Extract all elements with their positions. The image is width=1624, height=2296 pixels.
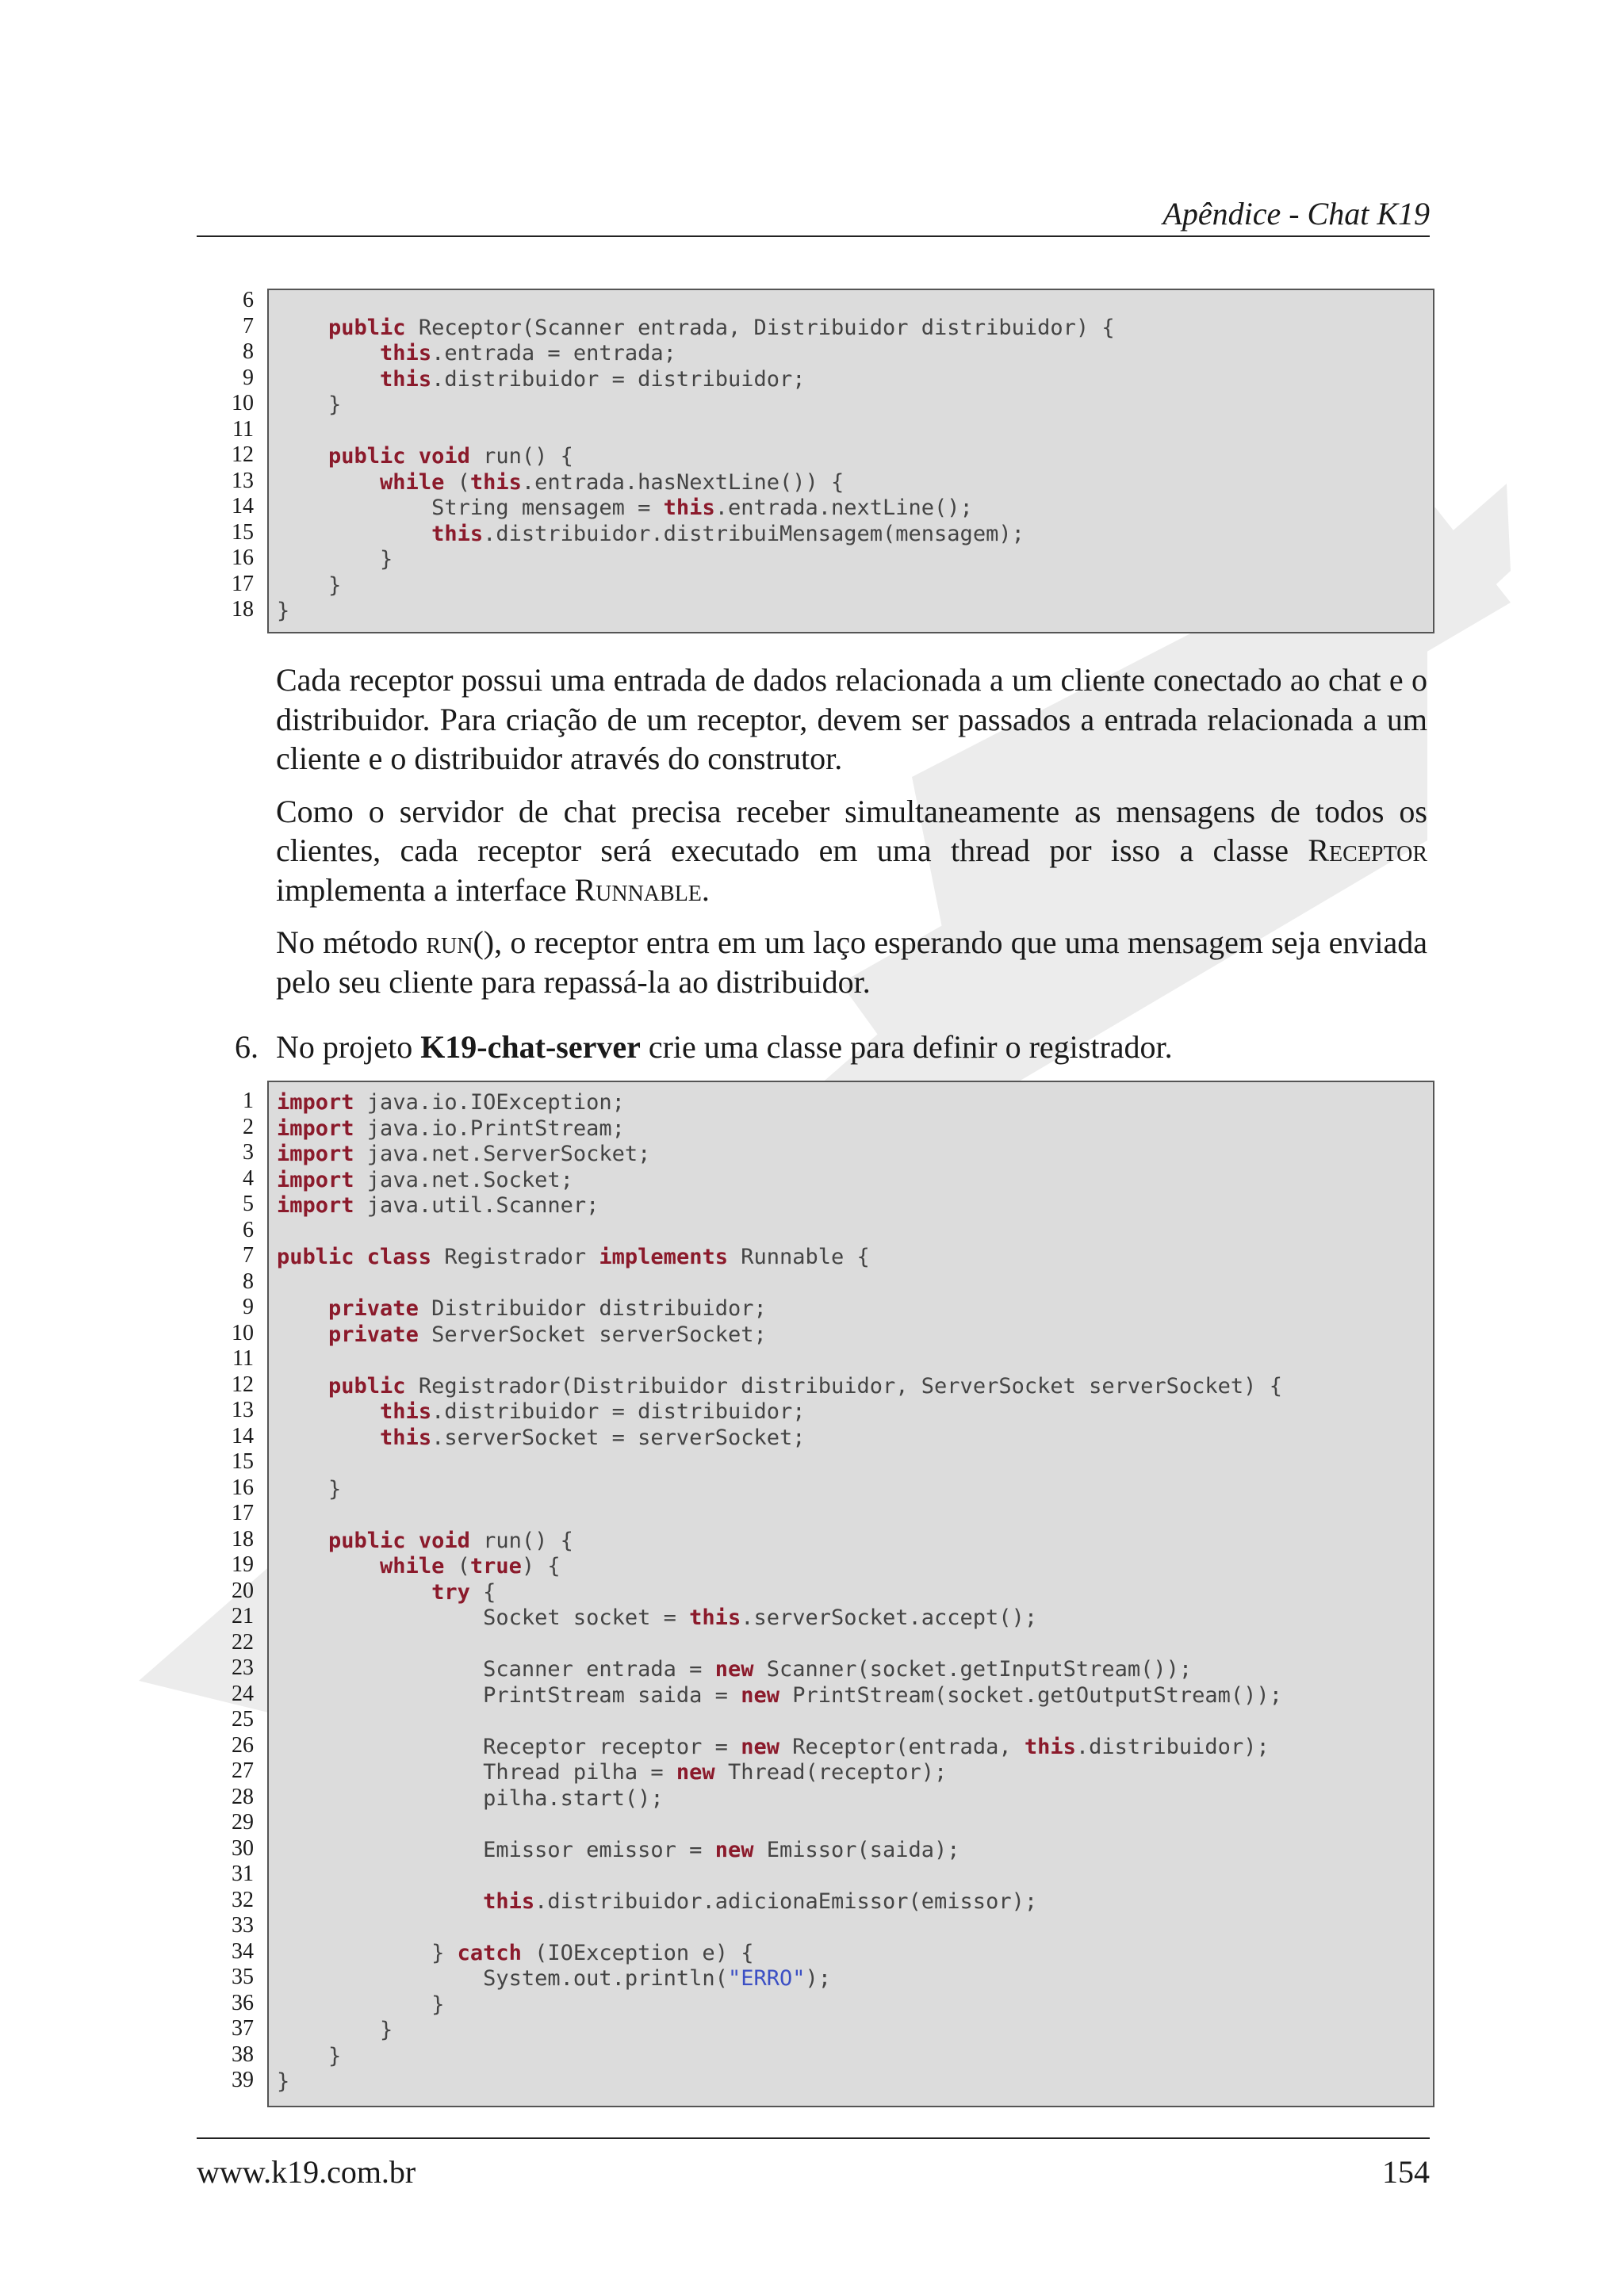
line-number: 20	[232, 1578, 254, 1603]
code-line: private Distribuidor distribuidor;	[328, 1296, 767, 1321]
line-number: 37	[232, 2016, 254, 2041]
code-line: Socket socket = this.serverSocket.accept();	[277, 1605, 1038, 1630]
line-number: 36	[232, 1990, 254, 2015]
page-number: 154	[1382, 2154, 1430, 2190]
line-number: 7	[243, 313, 254, 339]
paragraph: Cada receptor possui uma entrada de dados relacionada a um cliente conectado ao chat e o distribuidor. Para criação de um receptor, devem ser passados a entrada relacionada a um cliente e o distribuidor através do construtor.	[276, 662, 1427, 776]
code-line: import java.util.Scanner;	[277, 1193, 599, 1218]
code-line: this.distribuidor = distribuidor;	[380, 366, 806, 392]
line-number: 8	[243, 1269, 254, 1294]
line-number: 9	[243, 365, 254, 390]
code-line: }	[277, 547, 393, 572]
line-number: 39	[232, 2068, 254, 2092]
code-line: Emissor emissor = new Emissor(saida);	[277, 1837, 960, 1862]
line-number: 12	[232, 1372, 254, 1397]
code-line: pilha.start();	[277, 1785, 664, 1811]
code-line: Scanner entrada = new Scanner(socket.getInputStream());	[277, 1657, 1193, 1682]
code-line: }	[277, 599, 290, 623]
line-number: 33	[232, 1913, 254, 1938]
line-number: 38	[232, 2042, 254, 2067]
line-number: 9	[243, 1295, 254, 1319]
line-number: 5	[243, 1192, 254, 1216]
project-name: K19-chat-server	[420, 1029, 641, 1065]
code-line: Receptor receptor = new Receptor(entrada, this.distribuidor);	[277, 1734, 1270, 1759]
code-line: public Registrador(Distribuidor distribuidor, ServerSocket serverSocket) {	[328, 1373, 1282, 1399]
code-line: }	[277, 2043, 342, 2068]
line-number: 14	[232, 1423, 254, 1448]
line-number: 10	[232, 391, 254, 415]
code-line: try {	[431, 1579, 496, 1605]
line-number: 35	[232, 1965, 254, 1989]
line-number: 14	[232, 494, 254, 519]
page-footer	[197, 2137, 1430, 2190]
line-number: 16	[232, 545, 254, 570]
line-number: 17	[232, 1501, 254, 1525]
line-number: 26	[232, 1732, 254, 1758]
exercise-number: 6.	[235, 1029, 259, 1065]
line-number: 2	[243, 1114, 254, 1139]
code-line: import java.io.PrintStream;	[277, 1115, 625, 1141]
code-line: import java.net.Socket;	[277, 1167, 573, 1192]
line-number: 15	[232, 1449, 254, 1474]
paragraph: No método run(), o receptor entra em um laço esperando que uma mensagem seja enviada pelo seu cliente para repassá-la ao distribuidor.	[276, 924, 1427, 1000]
line-number: 34	[232, 1938, 254, 1964]
code-line: public Receptor(Scanner entrada, Distribuidor distribuidor) {	[328, 315, 1115, 340]
code-line: this.distribuidor.adicionaEmissor(emissor);	[483, 1888, 1038, 1914]
line-number: 22	[232, 1629, 254, 1655]
line-number: 19	[232, 1552, 254, 1577]
line-number: 32	[232, 1887, 254, 1912]
line-number: 3	[243, 1140, 254, 1165]
line-number: 17	[232, 571, 254, 596]
line-number: 13	[232, 468, 254, 493]
footer-url: www.k19.com.br	[197, 2154, 416, 2190]
code-line: while (this.entrada.hasNextLine()) {	[380, 469, 845, 495]
code-line: import java.io.IOException;	[277, 1090, 625, 1115]
line-number: 11	[232, 1346, 254, 1371]
code-line: this.distribuidor.distribuiMensagem(mensagem);	[431, 521, 1025, 546]
line-number: 11	[232, 416, 254, 442]
code-line: }	[277, 2069, 290, 2094]
line-number: 13	[232, 1398, 254, 1422]
code-line: } catch (IOException e) {	[277, 1940, 754, 1965]
line-number: 6	[243, 288, 254, 312]
code-line: Thread pilha = new Thread(receptor);	[277, 1760, 948, 1785]
code-line: this.entrada = entrada;	[380, 341, 676, 365]
line-number: 28	[232, 1784, 254, 1809]
line-number: 18	[232, 597, 254, 622]
code-line: public void run() {	[328, 1528, 573, 1553]
exercise-text-after: crie uma classe para definir o registrador.	[640, 1029, 1173, 1065]
exercise-item	[235, 1027, 1173, 1066]
code-line: this.distribuidor = distribuidor;	[380, 1399, 806, 1424]
line-number: 24	[232, 1681, 254, 1706]
line-number: 18	[232, 1526, 254, 1552]
code-line: PrintStream saida = new PrintStream(socket.getOutputStream());	[277, 1682, 1282, 1708]
code-line: }	[277, 392, 342, 417]
line-number: 29	[232, 1810, 254, 1835]
line-number: 12	[232, 442, 254, 467]
code-line: import java.net.ServerSocket;	[277, 1142, 651, 1166]
code-line: }	[277, 2018, 393, 2042]
code-line: }	[277, 572, 342, 598]
code-line: String mensagem = this.entrada.nextLine();	[277, 496, 973, 520]
code-line: }	[277, 1476, 342, 1502]
line-number: 1	[243, 1089, 254, 1113]
exercise-text-before: No projeto	[276, 1029, 421, 1065]
line-number: 31	[232, 1862, 254, 1886]
explanation-text	[276, 660, 1427, 1015]
code-block-receptor	[267, 289, 1434, 633]
line-number: 8	[243, 339, 254, 364]
line-number: 16	[232, 1475, 254, 1500]
code-block-registrador	[267, 1081, 1434, 2107]
code-line: private ServerSocket serverSocket;	[328, 1322, 767, 1347]
line-number: 10	[232, 1320, 254, 1345]
line-number: 30	[232, 1835, 254, 1861]
code-line: System.out.println("ERRO");	[277, 1966, 832, 1991]
code-line: public void run() {	[328, 444, 573, 469]
code-line: this.serverSocket = serverSocket;	[380, 1425, 806, 1450]
code-line: public class Registrador implements Runnable {	[277, 1245, 870, 1269]
paragraph: Como o servidor de chat precisa receber simultaneamente as mensagens de todos os clientes, cada receptor será executado em uma thread por isso a classe Receptor implementa a interface Runnable.	[276, 793, 1427, 908]
line-number: 15	[232, 519, 254, 545]
line-number: 4	[243, 1165, 254, 1191]
line-number: 7	[243, 1243, 254, 1268]
code-line: while (true) {	[380, 1554, 561, 1578]
line-number: 21	[232, 1604, 254, 1628]
line-number: 25	[232, 1707, 254, 1732]
line-number: 23	[232, 1655, 254, 1680]
line-number: 27	[232, 1758, 254, 1783]
line-number: 6	[243, 1217, 254, 1242]
page-header	[197, 190, 1430, 237]
code-line: }	[277, 1992, 445, 2017]
chapter-title: Apêndice - Chat K19	[1162, 196, 1430, 232]
